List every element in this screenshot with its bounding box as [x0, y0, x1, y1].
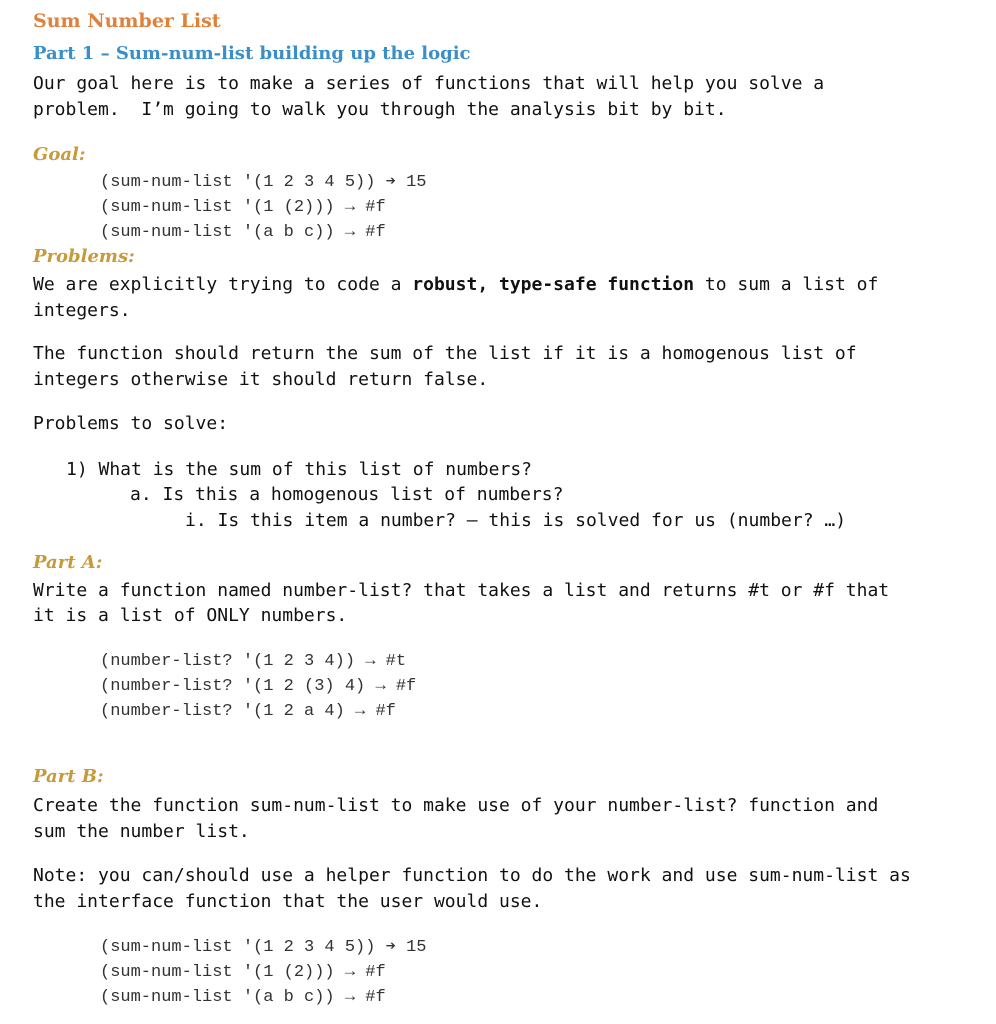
example-result: 15 — [406, 173, 427, 192]
arrow-icon: ➔ — [385, 938, 396, 957]
intro-line-2: problem. I’m going to walk you through the analysis bit by bit. — [33, 99, 727, 120]
example-result: #f — [375, 702, 396, 721]
arrow-icon: → — [344, 963, 356, 982]
partB-example-1 — [100, 935, 427, 960]
example-expr: (number-list? '(1 2 (3) 4) — [100, 677, 366, 696]
arrow-icon: ➔ — [385, 173, 396, 192]
example-result: #f — [365, 223, 386, 242]
example-result: 15 — [406, 938, 427, 957]
partB-heading: Part B: — [33, 766, 104, 787]
problems-p2-line-1: The function should return the sum of the list if it is a homogenous list of — [33, 343, 857, 364]
example-result: #f — [365, 198, 386, 217]
problems-p1-bold: robust, type-safe function — [412, 274, 695, 295]
arrow-icon: → — [355, 702, 366, 721]
arrow-icon: → — [375, 677, 386, 696]
goal-heading: Goal: — [33, 144, 86, 165]
problems-p1-line-1 — [33, 272, 878, 298]
intro-line-1: Our goal here is to make a series of functions that will help you solve a — [33, 73, 825, 94]
partB-text-line-2: sum the number list. — [33, 821, 250, 842]
partB-example-3 — [100, 985, 386, 1010]
problems-p3: Problems to solve: — [33, 413, 229, 434]
partA-text-line-1: Write a function named number-list? that takes a list and returns #t or #f that — [33, 580, 890, 601]
arrow-icon: → — [365, 652, 376, 671]
partA-example-2 — [100, 674, 416, 699]
partA-example-3 — [100, 699, 396, 724]
example-expr: (sum-num-list '(1 (2))) — [100, 963, 335, 982]
goal-example-2 — [100, 195, 386, 220]
problems-heading: Problems: — [33, 246, 135, 267]
arrow-icon: → — [344, 988, 356, 1007]
example-expr: (sum-num-list '(1 2 3 4 5)) — [100, 938, 376, 957]
partB-note-line-1: Note: you can/should use a helper function to do the work and use sum-num-list as — [33, 865, 911, 886]
partB-text-line-1: Create the function sum-num-list to make use of your number-list? function and — [33, 795, 879, 816]
page-title: Sum Number List — [33, 10, 221, 32]
partB-note-line-2: the interface function that the user would use. — [33, 891, 543, 912]
example-expr: (number-list? '(1 2 a 4) — [100, 702, 345, 721]
list-item: a. Is this a homogenous list of numbers? — [130, 484, 564, 505]
arrow-icon: → — [344, 198, 356, 217]
list-item: 1) What is the sum of this list of numbers? — [66, 459, 532, 480]
example-expr: (sum-num-list '(a b c)) — [100, 223, 335, 242]
arrow-icon: → — [344, 223, 356, 242]
problems-p1-post: to sum a list of — [694, 274, 879, 295]
example-expr: (sum-num-list '(1 (2))) — [100, 198, 335, 217]
partB-example-2 — [100, 960, 386, 985]
partA-heading: Part A: — [33, 552, 103, 573]
problems-p1-line-2: integers. — [33, 300, 131, 321]
example-result: #f — [365, 988, 386, 1007]
goal-example-1 — [100, 170, 427, 195]
goal-example-3 — [100, 220, 386, 245]
list-item: i. Is this item a number? – this is solved for us (number? …) — [185, 510, 847, 531]
example-result: #f — [395, 677, 417, 696]
problems-p1-pre: We are explicitly trying to code a — [33, 274, 413, 295]
problems-p2-line-2: integers otherwise it should return false. — [33, 369, 489, 390]
example-result: #t — [385, 652, 407, 671]
partA-example-1 — [100, 649, 406, 674]
example-result: #f — [365, 963, 386, 982]
part1-heading: Part 1 – Sum-num-list building up the logic — [33, 43, 471, 64]
example-expr: (sum-num-list '(1 2 3 4 5)) — [100, 173, 376, 192]
partA-text-line-2: it is a list of ONLY numbers. — [33, 605, 348, 626]
example-expr: (number-list? '(1 2 3 4)) — [100, 652, 356, 671]
example-expr: (sum-num-list '(a b c)) — [100, 988, 335, 1007]
